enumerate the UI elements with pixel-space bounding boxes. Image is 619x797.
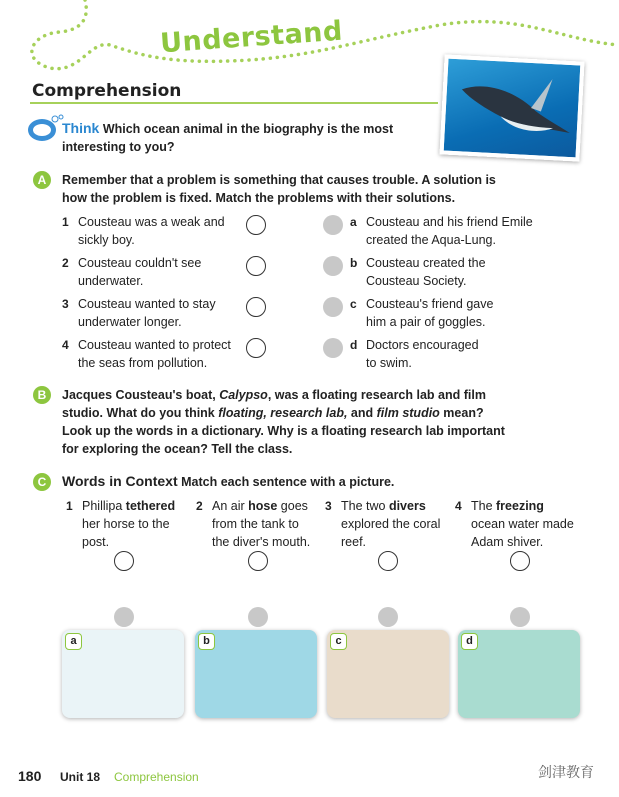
- sentence-text-2: from the tank to: [212, 517, 299, 531]
- picture-match-dot[interactable]: [510, 607, 530, 627]
- picture-match-dot[interactable]: [378, 607, 398, 627]
- sentence-text: The two divers: [341, 499, 426, 513]
- sentence-text-3: post.: [82, 535, 110, 549]
- picture-b: [195, 630, 317, 718]
- sentence-text: An air hose goes: [212, 499, 308, 513]
- sentence-match-circle[interactable]: [510, 551, 530, 571]
- match-dot[interactable]: [323, 215, 343, 235]
- picture-match-dot[interactable]: [248, 607, 268, 627]
- problem-text-2: the seas from pollution.: [78, 356, 208, 370]
- words-in-context-label: Words in Context: [62, 473, 178, 489]
- think-cloud-icon: [26, 112, 66, 144]
- picture-d: [458, 630, 580, 718]
- sentence-match-circle[interactable]: [248, 551, 268, 571]
- sentence-text: Phillipa tethered: [82, 499, 176, 513]
- solution-text: Cousteau's friend gave: [366, 297, 494, 311]
- solution-text-2: to swim.: [366, 356, 412, 370]
- section-a-instructions: Remember that a problem is something that causes trouble. A solution is: [62, 173, 496, 187]
- page-title: Understand: [159, 15, 344, 60]
- solution-text: Cousteau and his friend Emile: [366, 215, 533, 229]
- problem-text: Cousteau was a weak and: [78, 215, 225, 229]
- section-b-text: Jacques Cousteau's boat, Calypso, was a floating research lab and film studio. What do you think floating, research lab, and film studio mean? Look up the words in a dictionary. Why is a floating research lab important for exploring the ocean? Tell the class.: [62, 388, 505, 456]
- think-label: Think: [62, 120, 100, 136]
- sentence-number: 1: [66, 499, 73, 513]
- sentence-text-3: the diver's mouth.: [212, 535, 311, 549]
- picture-a: [62, 630, 184, 718]
- section-a-instructions-2: how the problem is fixed. Match the problems with their solutions.: [62, 191, 456, 205]
- problem-text: Cousteau wanted to stay: [78, 297, 216, 311]
- picture-label: a: [65, 633, 82, 650]
- picture-label: c: [330, 633, 347, 650]
- problem-number: 3: [62, 297, 69, 311]
- section-c-badge: C: [33, 473, 51, 491]
- problem-number: 1: [62, 215, 69, 229]
- picture-label: d: [461, 633, 478, 650]
- match-dot[interactable]: [323, 256, 343, 276]
- section-b-badge: B: [33, 386, 51, 404]
- sentence-text-3: Adam shiver.: [471, 535, 544, 549]
- solution-text: Doctors encouraged: [366, 338, 479, 352]
- picture-match-dot[interactable]: [114, 607, 134, 627]
- solution-text: Cousteau created the: [366, 256, 486, 270]
- problem-text-2: underwater longer.: [78, 315, 182, 329]
- solution-text-2: created the Aqua-Lung.: [366, 233, 496, 247]
- sentence-text-3: reef.: [341, 535, 367, 549]
- sentence-text: The freezing: [471, 499, 544, 513]
- problem-number: 2: [62, 256, 69, 270]
- sentence-text-2: explored the coral: [341, 517, 441, 531]
- problem-text-2: underwater.: [78, 274, 144, 288]
- think-question-2: interesting to you?: [62, 140, 175, 154]
- unit-label: Unit 18: [60, 770, 101, 784]
- solution-text-2: Cousteau Society.: [366, 274, 467, 288]
- footer-section: Comprehension: [114, 770, 199, 784]
- problem-text: Cousteau couldn't see: [78, 256, 202, 270]
- solution-letter: d: [350, 338, 358, 352]
- picture-c: [327, 630, 449, 718]
- solution-letter: b: [350, 256, 358, 270]
- section-a-badge: A: [33, 171, 51, 189]
- solution-letter: c: [350, 297, 357, 311]
- problem-number: 4: [62, 338, 69, 352]
- section-heading: Comprehension: [32, 81, 182, 101]
- sentence-number: 3: [325, 499, 332, 513]
- match-dot[interactable]: [323, 297, 343, 317]
- think-question: Which ocean animal in the biography is the most: [102, 122, 394, 136]
- problem-text-2: sickly boy.: [78, 233, 135, 247]
- section-c-instruction: Match each sentence with a picture.: [181, 475, 395, 489]
- solution-text-2: him a pair of goggles.: [366, 315, 486, 329]
- heading-underline: [30, 102, 438, 104]
- picture-label: b: [198, 633, 215, 650]
- watermark: 剑津教育: [538, 764, 594, 780]
- sentence-text-2: her horse to the: [82, 517, 170, 531]
- match-dot[interactable]: [323, 338, 343, 358]
- page-number: 180: [18, 768, 42, 784]
- sentence-text-2: ocean water made: [471, 517, 574, 531]
- match-circle[interactable]: [246, 256, 266, 276]
- sentence-number: 2: [196, 499, 203, 513]
- sentence-number: 4: [455, 499, 462, 513]
- match-circle[interactable]: [246, 297, 266, 317]
- sentence-match-circle[interactable]: [378, 551, 398, 571]
- solution-letter: a: [350, 215, 357, 229]
- sentence-match-circle[interactable]: [114, 551, 134, 571]
- penguin-photo: [439, 54, 584, 161]
- problem-text: Cousteau wanted to protect: [78, 338, 231, 352]
- match-circle[interactable]: [246, 338, 266, 358]
- match-circle[interactable]: [246, 215, 266, 235]
